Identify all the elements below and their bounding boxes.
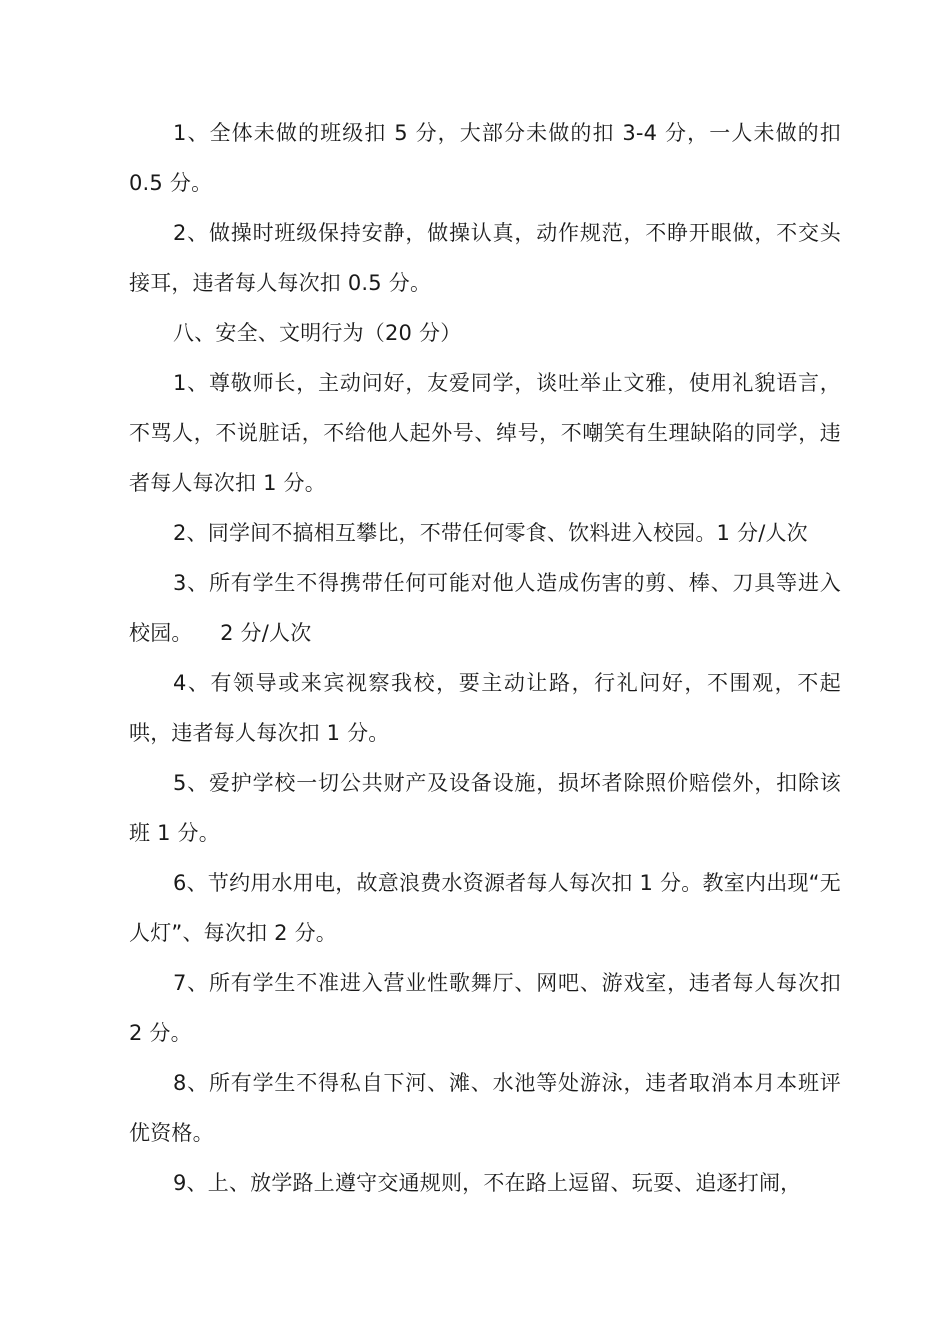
document-body [129, 108, 841, 1208]
paragraph-safety-rule-9: 9、上、放学路上遵守交通规则，不在路上逗留、玩耍、追逐打闹， [173, 1171, 802, 1195]
section-heading-safety: 八、安全、文明行为（20 分） [173, 321, 462, 345]
paragraph-exercise-rule-2: 2、做操时班级保持安静，做操认真，动作规范，不睁开眼做，不交头接耳，违者每人每次扣 0.5 分。 [129, 221, 841, 295]
paragraph-safety-rule-5: 5、爱护学校一切公共财产及设备设施，损坏者除照价赔偿外，扣除该班 1 分。 [129, 771, 841, 845]
paragraph-safety-rule-2: 2、同学间不搞相互攀比，不带任何零食、饮料进入校园。1 分/人次 [173, 521, 808, 545]
paragraph-safety-rule-6: 6、节约用水用电，故意浪费水资源者每人每次扣 1 分。教室内出现“无人灯”、每次扣 2 分。 [129, 871, 841, 945]
paragraph-exercise-rule-1: 1、全体未做的班级扣 5 分，大部分未做的扣 3-4 分，一人未做的扣 0.5 分。 [129, 121, 841, 195]
paragraph-safety-rule-3: 3、所有学生不得携带任何可能对他人造成伤害的剪、棒、刀具等进入校园。 2 分/人次 [129, 571, 841, 645]
paragraph-safety-rule-1: 1、尊敬师长，主动问好，友爱同学，谈吐举止文雅，使用礼貌语言，不骂人，不说脏话，不给他人起外号、绰号，不嘲笑有生理缺陷的同学，违者每人每次扣 1 分。 [129, 371, 841, 495]
paragraph-safety-rule-8: 8、所有学生不得私自下河、滩、水池等处游泳，违者取消本月本班评优资格。 [129, 1071, 841, 1145]
paragraph-safety-rule-4: 4、有领导或来宾视察我校，要主动让路，行礼问好，不围观，不起哄，违者每人每次扣 1 分。 [129, 671, 841, 745]
paragraph-safety-rule-7: 7、所有学生不准进入营业性歌舞厅、网吧、游戏室，违者每人每次扣 2 分。 [129, 971, 841, 1045]
